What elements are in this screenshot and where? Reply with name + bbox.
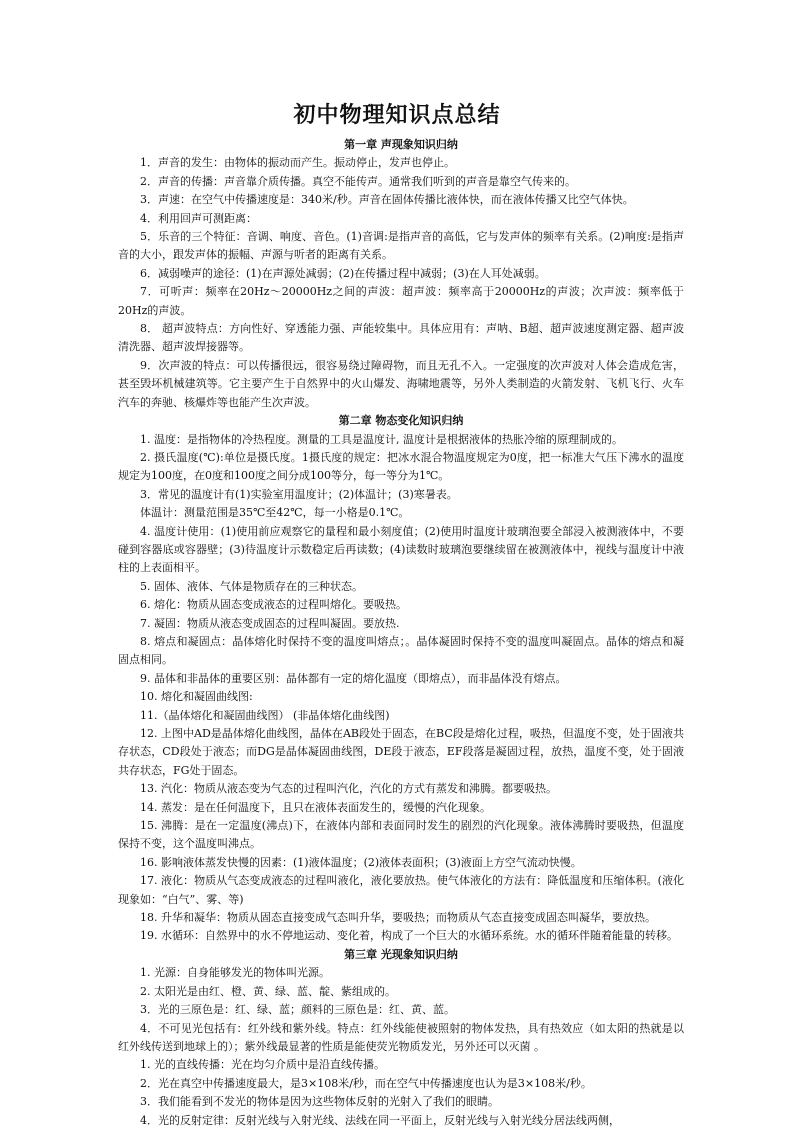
paragraph: 7. 凝固：物质从液态变成固态的过程叫凝固。要放热. xyxy=(140,616,400,630)
paragraph: 4. 温度计使用：(1)使用前应观察它的量程和最小刻度值；(2)使用时温度计玻璃泡要全部浸入被测液体中，不要碰到容器底或容器壁；(3)待温度计示数稳定后再读数；(4)读数时玻璃泡要继续留在被测液体中，视线与温度计中液柱的上表面相平。 xyxy=(118,524,684,575)
paragraph: 3．常见的温度计有(1)实验室用温度计；(2)体温计；(3)寒暑表。 xyxy=(140,487,458,501)
paragraph: 12. 上图中AD是晶体熔化曲线图，晶体在AB段处于固态，在BC段是熔化过程，吸热，但温度不变，处于固液共存状态，CD段处于液态；而DG是晶体凝固曲线图，DE段于液态，EF段落是凝固过程，放热，温度不变，处于固液共存状态，FG处于固态。 xyxy=(118,727,684,777)
paragraph: 1. 温度：是指物体的冷热程度。测量的工具是温度计, 温度计是根据液体的热胀冷缩的原理制成的。 xyxy=(140,432,623,446)
paragraph: 2. 摄氏温度(℃):单位是摄氏度。1摄氏度的规定：把冰水混合物温度规定为0度，把一标准大气压下沸水的温度规定为100度，在0度和100度之间分成100等分，每一等分为1℃。 xyxy=(118,450,684,483)
paragraph: 8． 超声波特点：方向性好、穿透能力强、声能较集中。具体应用有：声呐、B超、超声波速度测定器、超声波清洗器、超声波焊接器等。 xyxy=(118,322,684,354)
paragraph: 14. 蒸发：是在任何温度下，且只在液体表面发生的，缓慢的汽化现象。 xyxy=(140,800,491,814)
paragraph: 2．声音的传播：声音靠介质传播。真空不能传声。通常我们听到的声音是靠空气传来的。 xyxy=(140,174,576,188)
paragraph: 4．不可见光包括有：红外线和紫外线。特点：红外线能使被照射的物体发热，具有热效应（如太阳的热就是以红外线传送到地球上的）；紫外线最显著的性质是能使荧光物质发光，另外还可以灭菌 。 xyxy=(118,1021,684,1053)
chapter-heading: 第一章 声现象知识归纳 xyxy=(344,138,458,151)
paragraph: 1. 光源：自身能够发光的物体叫光源。 xyxy=(140,966,330,980)
paragraph: 6. 熔化：物质从固态变成液态的过程叫熔化。要吸热。 xyxy=(140,598,407,612)
paragraph: 13. 汽化：物质从液态变为气态的过程叫汽化，汽化的方式有蒸发和沸腾。都要吸热。 xyxy=(140,782,557,796)
paragraph: 5．乐音的三个特征：音调、响度、音色。(1)音调:是指声音的高低，它与发声体的频率有关系。(2)响度:是指声音的大小，跟发声体的振幅、声源与听者的距离有关系。 xyxy=(118,230,684,262)
paragraph: 19. 水循环：自然界中的水不停地运动、变化着，构成了一个巨大的水循环系统。水的循环伴随着能量的转移。 xyxy=(140,929,678,943)
paragraph: 2．光在真空中传播速度最大，是3×108米/秒，而在空气中传播速度也认为是3×108米/秒。 xyxy=(140,1076,592,1090)
paragraph: 4．光的反射定律：反射光线与入射光线、法线在同一平面上，反射光线与入射光线分居法线两侧， xyxy=(140,1113,620,1127)
paragraph: 16. 影响液体蒸发快慢的因素：(1)液体温度；(2)液体表面积；(3)液面上方空气流动快慢。 xyxy=(140,855,582,869)
paragraph: 15. 沸腾：是在一定温度(沸点)下，在液体内部和表面同时发生的剧烈的汽化现象。液体沸腾时要吸热，但温度保持不变，这个温度叫沸点。 xyxy=(118,819,684,851)
document-body xyxy=(118,136,684,1130)
paragraph: 6．减弱噪声的途径：(1)在声源处减弱；(2)在传播过程中减弱；(3)在人耳处减弱。 xyxy=(140,266,546,280)
paragraph: 5. 固体、液体、气体是物质存在的三种状态。 xyxy=(140,579,363,593)
paragraph: 1．声音的发生：由物体的振动而产生。振动停止，发声也停止。 xyxy=(140,156,455,170)
paragraph: 18. 升华和凝华：物质从固态直接变成气态叫升华，要吸热；而物质从气态直接变成固态叫凝华，要放热。 xyxy=(140,911,656,925)
paragraph: 11.（晶体熔化和凝固曲线图） (非晶体熔化曲线图) xyxy=(140,708,390,722)
paragraph: 1. 光的直线传播：光在均匀介质中是沿直线传播。 xyxy=(140,1058,385,1072)
paragraph: 4．利用回声可测距离： xyxy=(140,211,257,225)
paragraph: 3．光的三原色是：红、绿、蓝；颜料的三原色是：红、黄、蓝。 xyxy=(140,1003,455,1017)
paragraph: 体温计：测量范围是35℃至42℃，每一小格是0.1℃。 xyxy=(140,506,410,520)
chapter-heading: 第三章 光现象知识归纳 xyxy=(344,947,458,961)
paragraph: 3．我们能看到不发光的物体是因为这些物体反射的光射入了我们的眼睛。 xyxy=(140,1095,499,1109)
page-title: 初中物理知识点总结 xyxy=(293,102,501,128)
chapter-heading: 第二章 物态变化知识归纳 xyxy=(338,414,464,428)
paragraph: 17. 液化：物质从气态变成液态的过程叫液化，液化要放热。使气体液化的方法有：降低温度和压缩体积。(液化现象如：“白气”、雾、等) xyxy=(118,874,684,906)
paragraph: 9．次声波的特点：可以传播很远，很容易绕过障碍物，而且无孔不入。一定强度的次声波对人体会造成危害，甚至毁坏机械建筑等。它主要产生于自然界中的火山爆发、海啸地震等，另外人类制造的火箭发射、飞机飞行、火车汽车的奔驰、核爆炸等也能产生次声波。 xyxy=(118,358,684,409)
paragraph: 3．声速：在空气中传播速度是：340米/秒。声音在固体传播比液体快，而在液体传播又比空气体快。 xyxy=(140,193,634,207)
paragraph: 8. 熔点和凝固点：晶体熔化时保持不变的温度叫熔点；。晶体凝固时保持不变的温度叫凝固点。晶体的熔点和凝固点相同。 xyxy=(118,634,684,667)
paragraph: 7．可听声：频率在20Hz～20000Hz之间的声波：超声波：频率高于20000Hz的声波；次声波：频率低于20Hz的声波。 xyxy=(118,285,684,317)
paragraph: 9. 晶体和非晶体的重要区别：晶体都有一定的熔化温度（即熔点），而非晶体没有熔点。 xyxy=(140,671,567,685)
paragraph: 10. 熔化和凝固曲线图: xyxy=(140,690,253,704)
paragraph: 2. 太阳光是由红、橙、黄、绿、蓝、靛、紫组成的。 xyxy=(140,984,396,998)
